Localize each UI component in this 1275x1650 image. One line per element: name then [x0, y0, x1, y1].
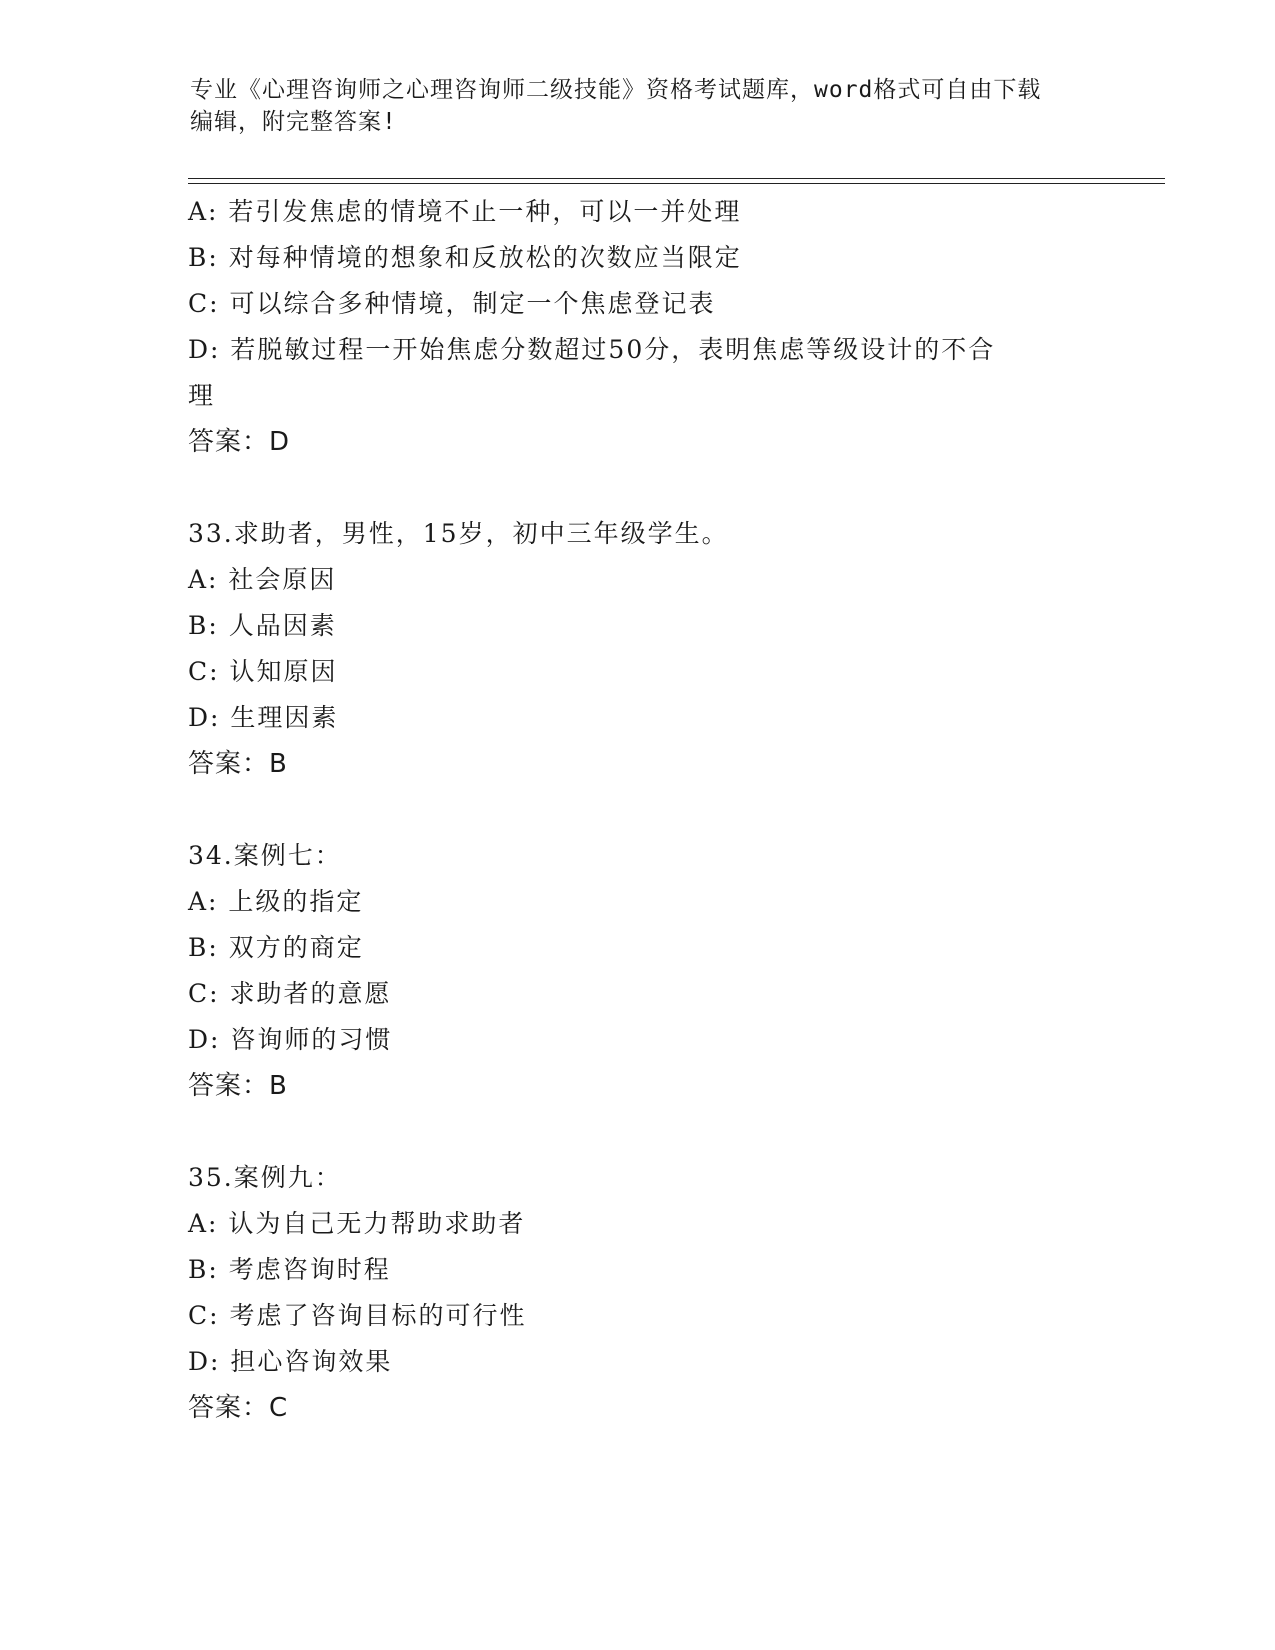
answer: 答案：C [188, 1393, 289, 1423]
question-list [188, 189, 1088, 1431]
header-divider-top [188, 178, 1165, 179]
option-c: C: 求助者的意愿 [188, 979, 392, 1008]
option-a: A: 上级的指定 [188, 887, 364, 916]
option-a: A: 社会原因 [188, 565, 337, 594]
question-stem: 34.案例七： [188, 841, 342, 870]
spacer [188, 465, 1088, 511]
question-34 [188, 833, 1088, 1109]
document-header [190, 74, 1090, 138]
header-line-2: 编辑，附完整答案! [190, 109, 397, 135]
option-b: B: 人品因素 [188, 611, 337, 640]
question-32 [188, 189, 1088, 465]
question-stem: 33.求助者，男性，15岁，初中三年级学生。 [188, 519, 729, 548]
option-b: B: 双方的商定 [188, 933, 364, 962]
option-a: A: 认为自己无力帮助求助者 [188, 1209, 526, 1238]
option-d: D: 若脱敏过程一开始焦虑分数超过50分，表明焦虑等级设计的不合 [188, 335, 996, 364]
option-c: C: 认知原因 [188, 657, 338, 686]
option-d: D: 生理因素 [188, 703, 339, 732]
spacer [188, 1109, 1088, 1155]
answer: 答案：D [188, 427, 291, 457]
option-a: A: 若引发焦虑的情境不止一种，可以一并处理 [188, 197, 742, 226]
option-d-continued: 理 [188, 381, 216, 410]
option-b: B: 对每种情境的想象和反放松的次数应当限定 [188, 243, 742, 272]
answer: 答案：B [188, 749, 288, 779]
question-35 [188, 1155, 1088, 1431]
option-d: D: 担心咨询效果 [188, 1347, 393, 1376]
option-b: B: 考虑咨询时程 [188, 1255, 391, 1284]
header-line-1: 专业《心理咨询师之心理咨询师二级技能》资格考试题库，word格式可自由下载 [190, 77, 1042, 103]
option-d: D: 咨询师的习惯 [188, 1025, 393, 1054]
header-divider-bottom [188, 183, 1165, 184]
option-c: C: 考虑了咨询目标的可行性 [188, 1301, 527, 1330]
spacer [188, 787, 1088, 833]
option-c: C: 可以综合多种情境，制定一个焦虑登记表 [188, 289, 716, 318]
question-stem: 35.案例九： [188, 1163, 342, 1192]
question-33 [188, 511, 1088, 787]
answer: 答案：B [188, 1071, 288, 1101]
